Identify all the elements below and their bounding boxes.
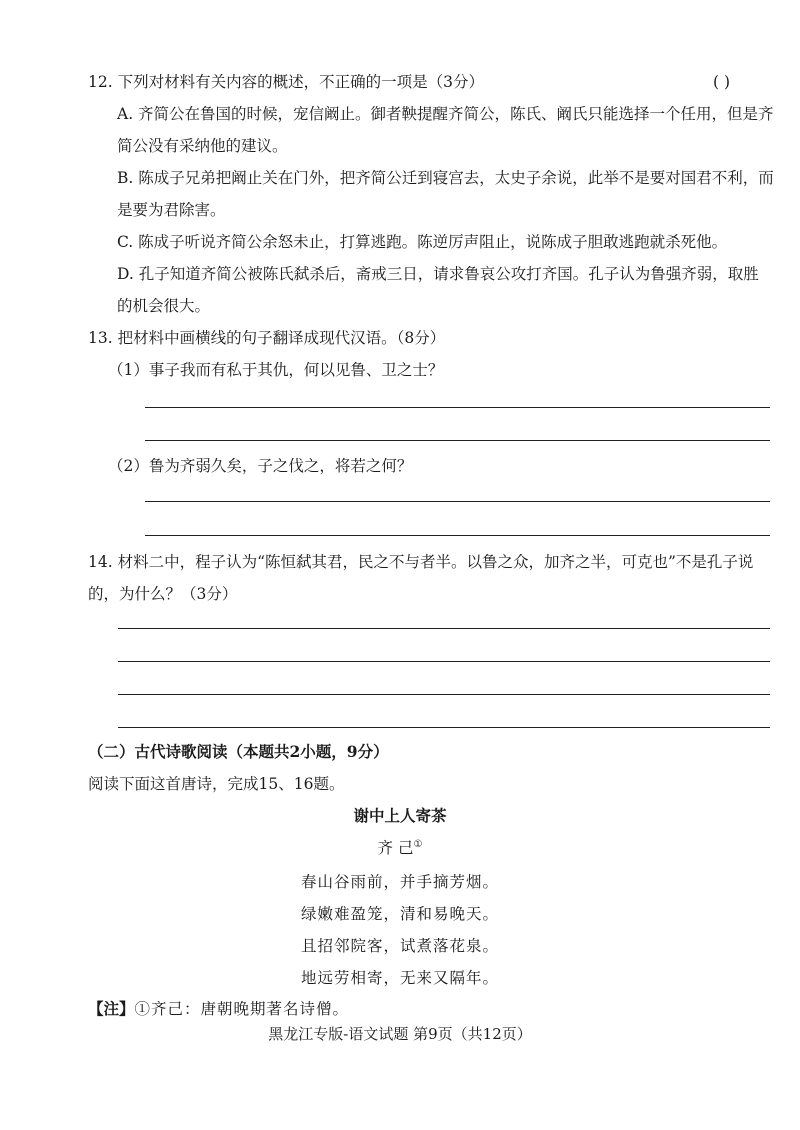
section-intro: 阅读下面这首唐诗，完成15、16题。	[88, 775, 345, 793]
poem-line-3: 且招邻院客，试煮落花泉。	[300, 937, 499, 955]
q12-answer-bracket: ( )	[713, 73, 731, 91]
answer-line[interactable]	[145, 407, 770, 408]
answer-line[interactable]	[145, 440, 770, 441]
q12-stem: 12. 下列对材料有关内容的概述，不正确的一项是（3分）	[88, 73, 484, 91]
poem-note-mark: ①	[413, 838, 423, 850]
answer-line[interactable]	[145, 501, 770, 502]
q14-line1: 14. 材料二中，程子认为“陈恒弑其君，民之不与者半。以鲁之众，加齐之半，可克也”不是孔子说	[88, 553, 754, 571]
poem-line-4: 地远劳相寄，无来又隔年。	[300, 969, 499, 987]
q13-sub2: （2）鲁为齐弱久矣，子之伐之，将若之何？	[108, 457, 413, 475]
q14-line2: 的，为什么？（3分）	[88, 585, 238, 603]
poem-title: 谢中上人寄茶	[353, 806, 447, 825]
q12-option-d-line2: 的机会很大。	[117, 297, 211, 315]
q12-option-a-line1: A. 齐简公在鲁国的时候，宠信阚止。御者鞅提醒齐简公，陈氏、阚氏只能选择一个任用，但是齐	[117, 105, 774, 123]
q12-option-b-line2: 是要为君除害。	[117, 201, 226, 219]
q12-option-d-line1: D. 孔子知道齐简公被陈氏弑杀后，斋戒三日，请求鲁哀公攻打齐国。孔子认为鲁强齐弱，取胜	[117, 265, 759, 283]
poem-line-1: 春山谷雨前，并手摘芳烟。	[300, 873, 499, 891]
poem-line-2: 绿嫩难盈笼，清和易晚天。	[300, 905, 499, 923]
q12-option-a-line2: 简公没有采纳他的建议。	[117, 137, 288, 155]
answer-line[interactable]	[118, 628, 770, 629]
footnote-label: 【注】	[88, 999, 135, 1018]
poem-author-wrap	[0, 837, 800, 859]
q12-option-c-line1: C. 陈成子听说齐简公余怒未止，打算逃跑。陈逆厉声阻止，说陈成子胆敢逃跑就杀死他。	[117, 233, 728, 251]
answer-line[interactable]	[145, 535, 770, 536]
answer-line[interactable]	[118, 727, 770, 728]
page-footer: 黑龙江专版-语文试题 第9页（共12页）	[268, 1025, 532, 1043]
q13-sub1: （1）事子我而有私于其仇，何以见鲁、卫之士？	[108, 361, 444, 379]
q13-stem: 13. 把材料中画横线的句子翻译成现代汉语。（8分）	[88, 329, 446, 347]
footnote	[88, 998, 349, 1020]
footnote-text: ①齐己：唐朝晚期著名诗僧。	[134, 1000, 350, 1018]
section-heading: （二）古代诗歌阅读（本题共2小题，9分）	[88, 742, 389, 761]
answer-line[interactable]	[118, 694, 770, 695]
answer-line[interactable]	[118, 661, 770, 662]
q12-option-b-line1: B. 陈成子兄弟把阚止关在门外，把齐简公迁到寝宫去，太史子余说，此举不是要对国君不利，而	[117, 169, 774, 187]
poem-author: 齐 己	[377, 839, 414, 857]
